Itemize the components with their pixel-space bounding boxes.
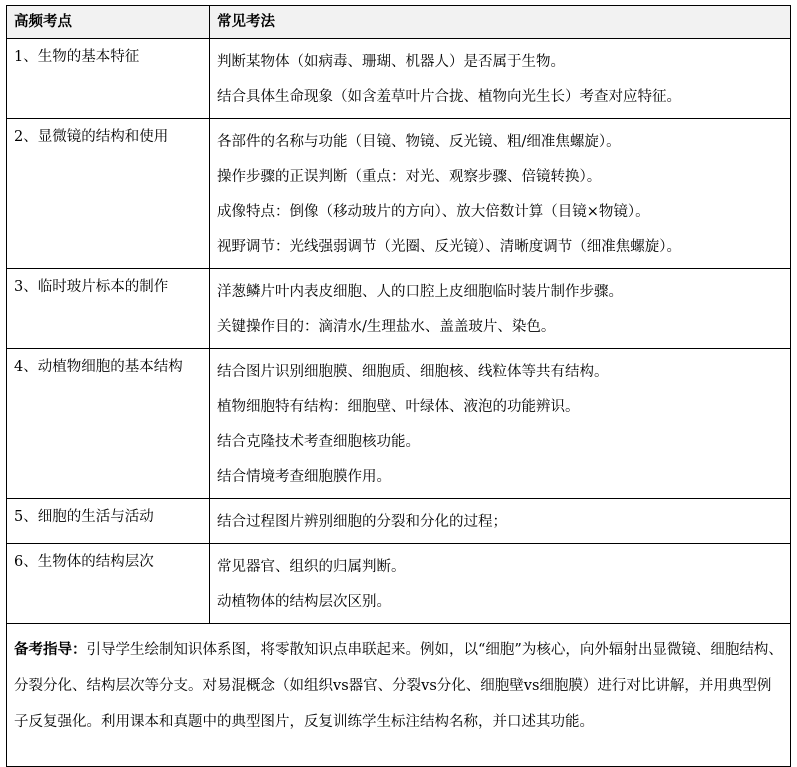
- method-item: 成像特点：倒像（移动玻片的方向）、放大倍数计算（目镜×物镜）。: [217, 204, 650, 220]
- method-item: 常见器官、组织的归属判断。: [217, 559, 406, 575]
- exam-point-cell: 2、显微镜的结构和使用: [7, 119, 210, 269]
- method-item: 结合具体生命现象（如含羞草叶片合拢、植物向光生长）考查对应特征。: [217, 89, 681, 105]
- method-item: 结合过程图片辨别细胞的分裂和分化的过程；: [217, 514, 507, 530]
- exam-point-cell: 4、动植物细胞的基本结构: [7, 349, 210, 499]
- exam-point-cell: 1、生物的基本特征: [7, 39, 210, 119]
- method-item: 操作步骤的正误判断（重点：对光、观察步骤、倍镜转换）。: [217, 169, 602, 185]
- exam-point-cell: 3、临时玻片标本的制作: [7, 269, 210, 349]
- method-item: 视野调节：光线强弱调节（光圈、反光镜）、清晰度调节（细准焦螺旋）。: [217, 239, 681, 255]
- method-cell: [210, 544, 791, 624]
- method-item: 动植物体的结构层次区别。: [217, 594, 391, 610]
- table-row: [7, 119, 791, 269]
- table-row: [7, 349, 791, 499]
- study-guide-text: 引导学生绘制知识体系图，将零散知识点串联起来。例如，以“细胞”为核心，向外辐射出显微镜、细胞结构、分裂分化、结构层次等分支。对易混概念（如组织vs器官、分裂vs分化、细胞壁vs细胞膜）进行对比讲解，并用典型例子反复强化。利用课本和真题中的典型图片，反复训练学生标注结构名称，并口述其功能。: [14, 642, 783, 730]
- method-cell: [210, 119, 791, 269]
- exam-point-cell: 5、细胞的生活与活动: [7, 499, 210, 544]
- method-item: 判断某物体（如病毒、珊瑚、机器人）是否属于生物。: [217, 54, 565, 70]
- guide-row: [7, 624, 791, 767]
- method-cell: [210, 269, 791, 349]
- method-item: 植物细胞特有结构：细胞壁、叶绿体、液泡的功能辨识。: [217, 399, 580, 415]
- method-cell: [210, 349, 791, 499]
- table-row: [7, 269, 791, 349]
- header-common-method: 常见考法: [210, 6, 791, 39]
- table-row: [7, 544, 791, 624]
- header-exam-point: 高频考点: [7, 6, 210, 39]
- method-cell: [210, 39, 791, 119]
- method-item: 洋葱鳞片叶内表皮细胞、人的口腔上皮细胞临时装片制作步骤。: [217, 284, 623, 300]
- table-row: [7, 499, 791, 544]
- method-item: 各部件的名称与功能（目镜、物镜、反光镜、粗/细准焦螺旋）。: [217, 134, 621, 150]
- method-cell: [210, 499, 791, 544]
- study-guide-label: 备考指导：: [14, 641, 87, 658]
- table-row: [7, 39, 791, 119]
- method-item: 结合情境考查细胞膜作用。: [217, 469, 391, 485]
- study-guide-cell: [7, 624, 791, 767]
- exam-points-table: [6, 5, 791, 767]
- exam-point-cell: 6、生物体的结构层次: [7, 544, 210, 624]
- method-item: 结合克隆技术考查细胞核功能。: [217, 434, 420, 450]
- method-item: 结合图片识别细胞膜、细胞质、细胞核、线粒体等共有结构。: [217, 364, 609, 380]
- table-header-row: [7, 6, 791, 39]
- method-item: 关键操作目的：滴清水/生理盐水、盖盖玻片、染色。: [217, 319, 556, 335]
